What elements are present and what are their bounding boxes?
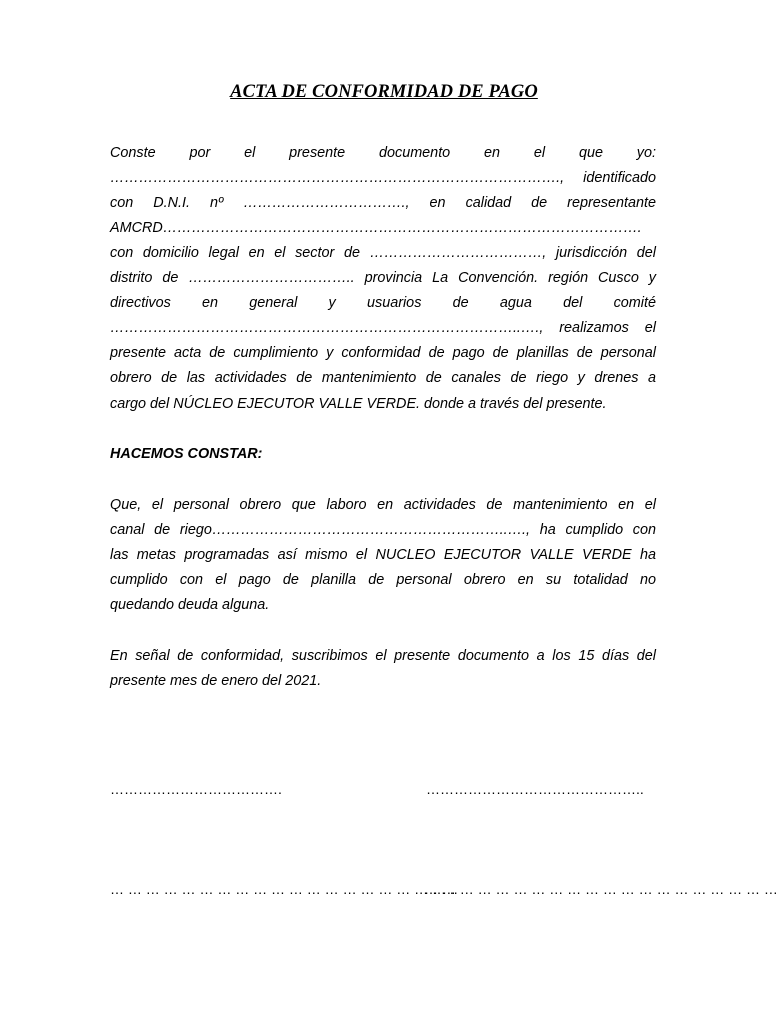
signature-line-left-2: … … … … … … … … … … … … … … … … … … … .. [110,881,458,897]
paragraph1-line-11: cargo del NÚCLEO EJECUTOR VALLE VERDE. donde a través del presente. [110,396,607,412]
paragraph1-line-4: AMCRD………………………………………………………………………………………. [110,220,642,236]
paragraph3-line-1: En señal de conformidad, suscribimos el presente documento a los 15 días del [110,648,656,664]
signature-line-right-2: … … … … … … … … … … … … … … … … … … … … [424,881,778,897]
paragraph2-line-2: canal de riego……………………………………………………..…., ha cumplido con [110,522,656,538]
paragraph2-line-5: quedando deuda alguna. [110,597,270,613]
paragraph1-line-8: …………………………………………………………………………..…., realizamos el [110,320,656,336]
paragraph2-line-1: Que, el personal obrero que laboro en actividades de mantenimiento en el [110,497,656,513]
paragraph1-line-7: directivos en general y usuarios de agua del comité [110,295,656,311]
paragraph2-line-4: cumplido con el pago de planilla de personal obrero en su totalidad no [110,572,656,588]
paragraph1-line-2: …………………………………………………………………………………., identificado [110,170,656,186]
document-title: ACTA DE CONFORMIDAD DE PAGO [230,82,538,102]
paragraph1-line-1: Conste por el presente documento en el que yo: [110,145,656,161]
paragraph1-line-3: con D.N.I. nº ……………………………., en calidad de representante [110,195,656,211]
paragraph1-line-5: con domicilio legal en el sector de ………………………………, jurisdicción del [110,245,656,261]
section-heading: HACEMOS CONSTAR: [110,446,263,462]
signature-line-right-1: ……………………………………….. [426,781,644,797]
paragraph1-line-9: presente acta de cumplimiento y conformidad de pago de planillas de personal [110,345,656,361]
paragraph2-line-3: las metas programadas así mismo el NUCLEO EJECUTOR VALLE VERDE ha [110,547,656,563]
paragraph3-line-2: presente mes de enero del 2021. [110,673,322,689]
paragraph1-line-6: distrito de …………………………….. provincia La Convención. región Cusco y [110,270,656,286]
paragraph1-line-10: obrero de las actividades de mantenimiento de canales de riego y drenes a [110,370,656,386]
signature-line-left-1: ………………………………. [110,781,282,797]
